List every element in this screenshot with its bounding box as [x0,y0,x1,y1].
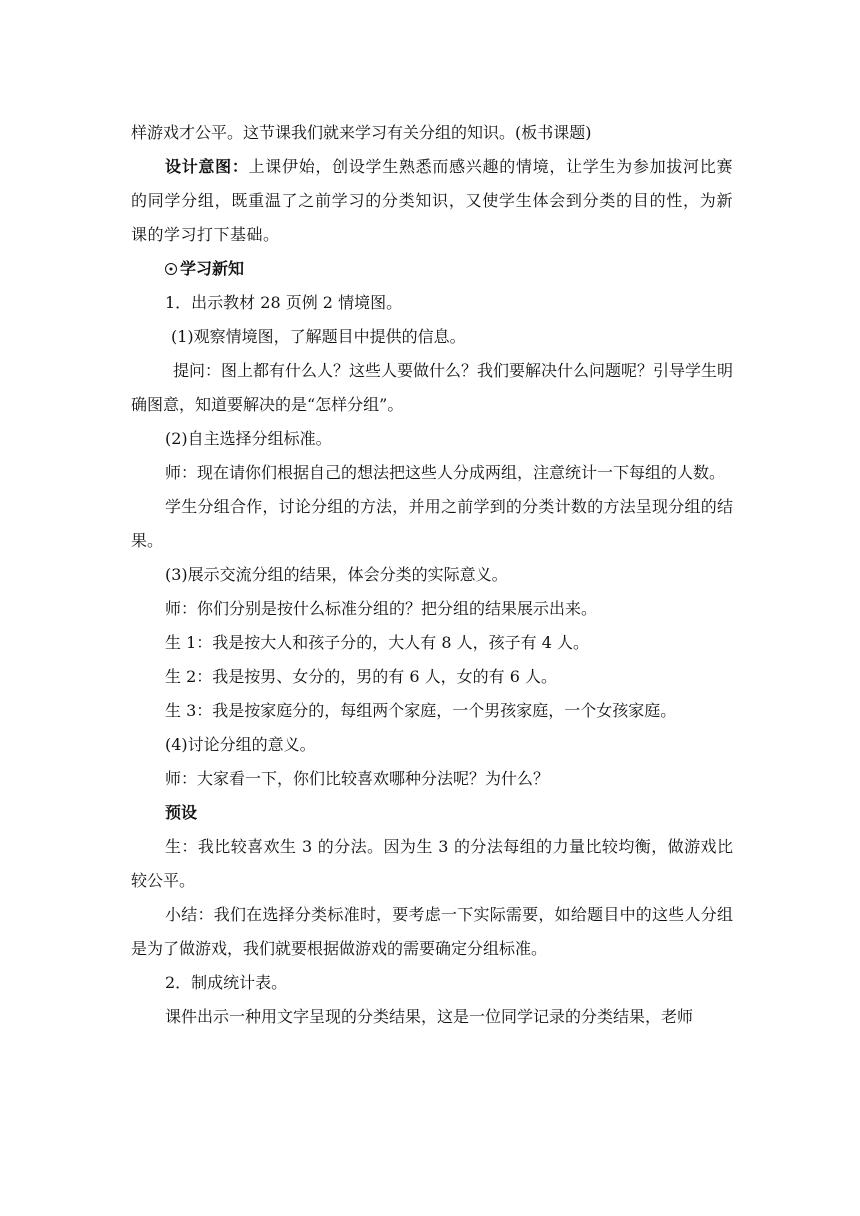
circle-dot-icon [165,263,177,275]
document-page [131,116,733,1034]
paragraph-design-intent [131,150,733,252]
design-intent-label: 设计意图： [165,157,249,176]
paragraph-summary: 小结：我们在选择分类标准时，要考虑一下实际需要，如给题目中的这些人分组是为了做游戏，我们就要根据做游戏的需要确定分组标准。 [131,905,733,958]
paragraph-teacher-grouping: 师：现在请你们根据自己的想法把这些人分成两组，注意统计一下每组的人数。 [165,463,726,482]
section-heading-text: 学习新知 [180,259,245,278]
paragraph-question: 提问：图上都有什么人？这些人要做什么？我们要解决什么问题呢？引导学生明确图意，知道要解决的是“怎样分组”。 [131,361,734,414]
paragraph-show-results: (3)展示交流分组的结果，体会分类的实际意义。 [165,565,508,584]
paragraph-student-preference: 生：我比较喜欢生 3 的分法。因为生 3 的分法每组的力量比较均衡，做游戏比较公平。 [131,837,733,890]
design-intent-text: 上课伊始，创设学生熟悉而感兴趣的情境，让学生为参加拔河比赛的同学分组，既重温了之前学习的分类知识，又使学生体会到分类的目的性，为新课的学习打下基础。 [131,157,733,244]
paragraph-discuss-meaning: (4)讨论分组的意义。 [165,735,316,754]
paragraph-courseware: 课件出示一种用文字呈现的分类结果，这是一位同学记录的分类结果，老师 [165,1007,694,1026]
paragraph-student-1: 生 1：我是按大人和孩子分的，大人有 8 人，孩子有 4 人。 [165,633,589,652]
paragraph-student-2: 生 2：我是按男、女分的，男的有 6 人，女的有 6 人。 [165,667,557,686]
paragraph-preset-label: 预设 [165,803,198,822]
paragraph-choose-standard: (2)自主选择分组标准。 [165,429,332,448]
paragraph-intro-end: 样游戏才公平。这节课我们就来学习有关分组的知识。(板书课题) [131,123,592,142]
paragraph-teacher-ask-standard: 师：你们分别是按什么标准分组的？把分组的结果展示出来。 [165,599,598,618]
paragraph-observe: (1)观察情境图，了解题目中提供的信息。 [171,327,466,346]
paragraph-step-2: 2．制成统计表。 [165,973,288,992]
section-heading-new-knowledge [131,252,733,286]
paragraph-step-1: 1．出示教材 28 页例 2 情境图。 [165,293,403,312]
paragraph-students-cooperate: 学生分组合作，讨论分组的方法，并用之前学到的分类计数的方法呈现分组的结果。 [131,497,733,550]
paragraph-teacher-preference: 师：大家看一下，你们比较喜欢哪种分法呢？为什么？ [165,769,550,788]
paragraph-student-3: 生 3：我是按家庭分的，每组两个家庭，一个男孩家庭，一个女孩家庭。 [165,701,677,720]
